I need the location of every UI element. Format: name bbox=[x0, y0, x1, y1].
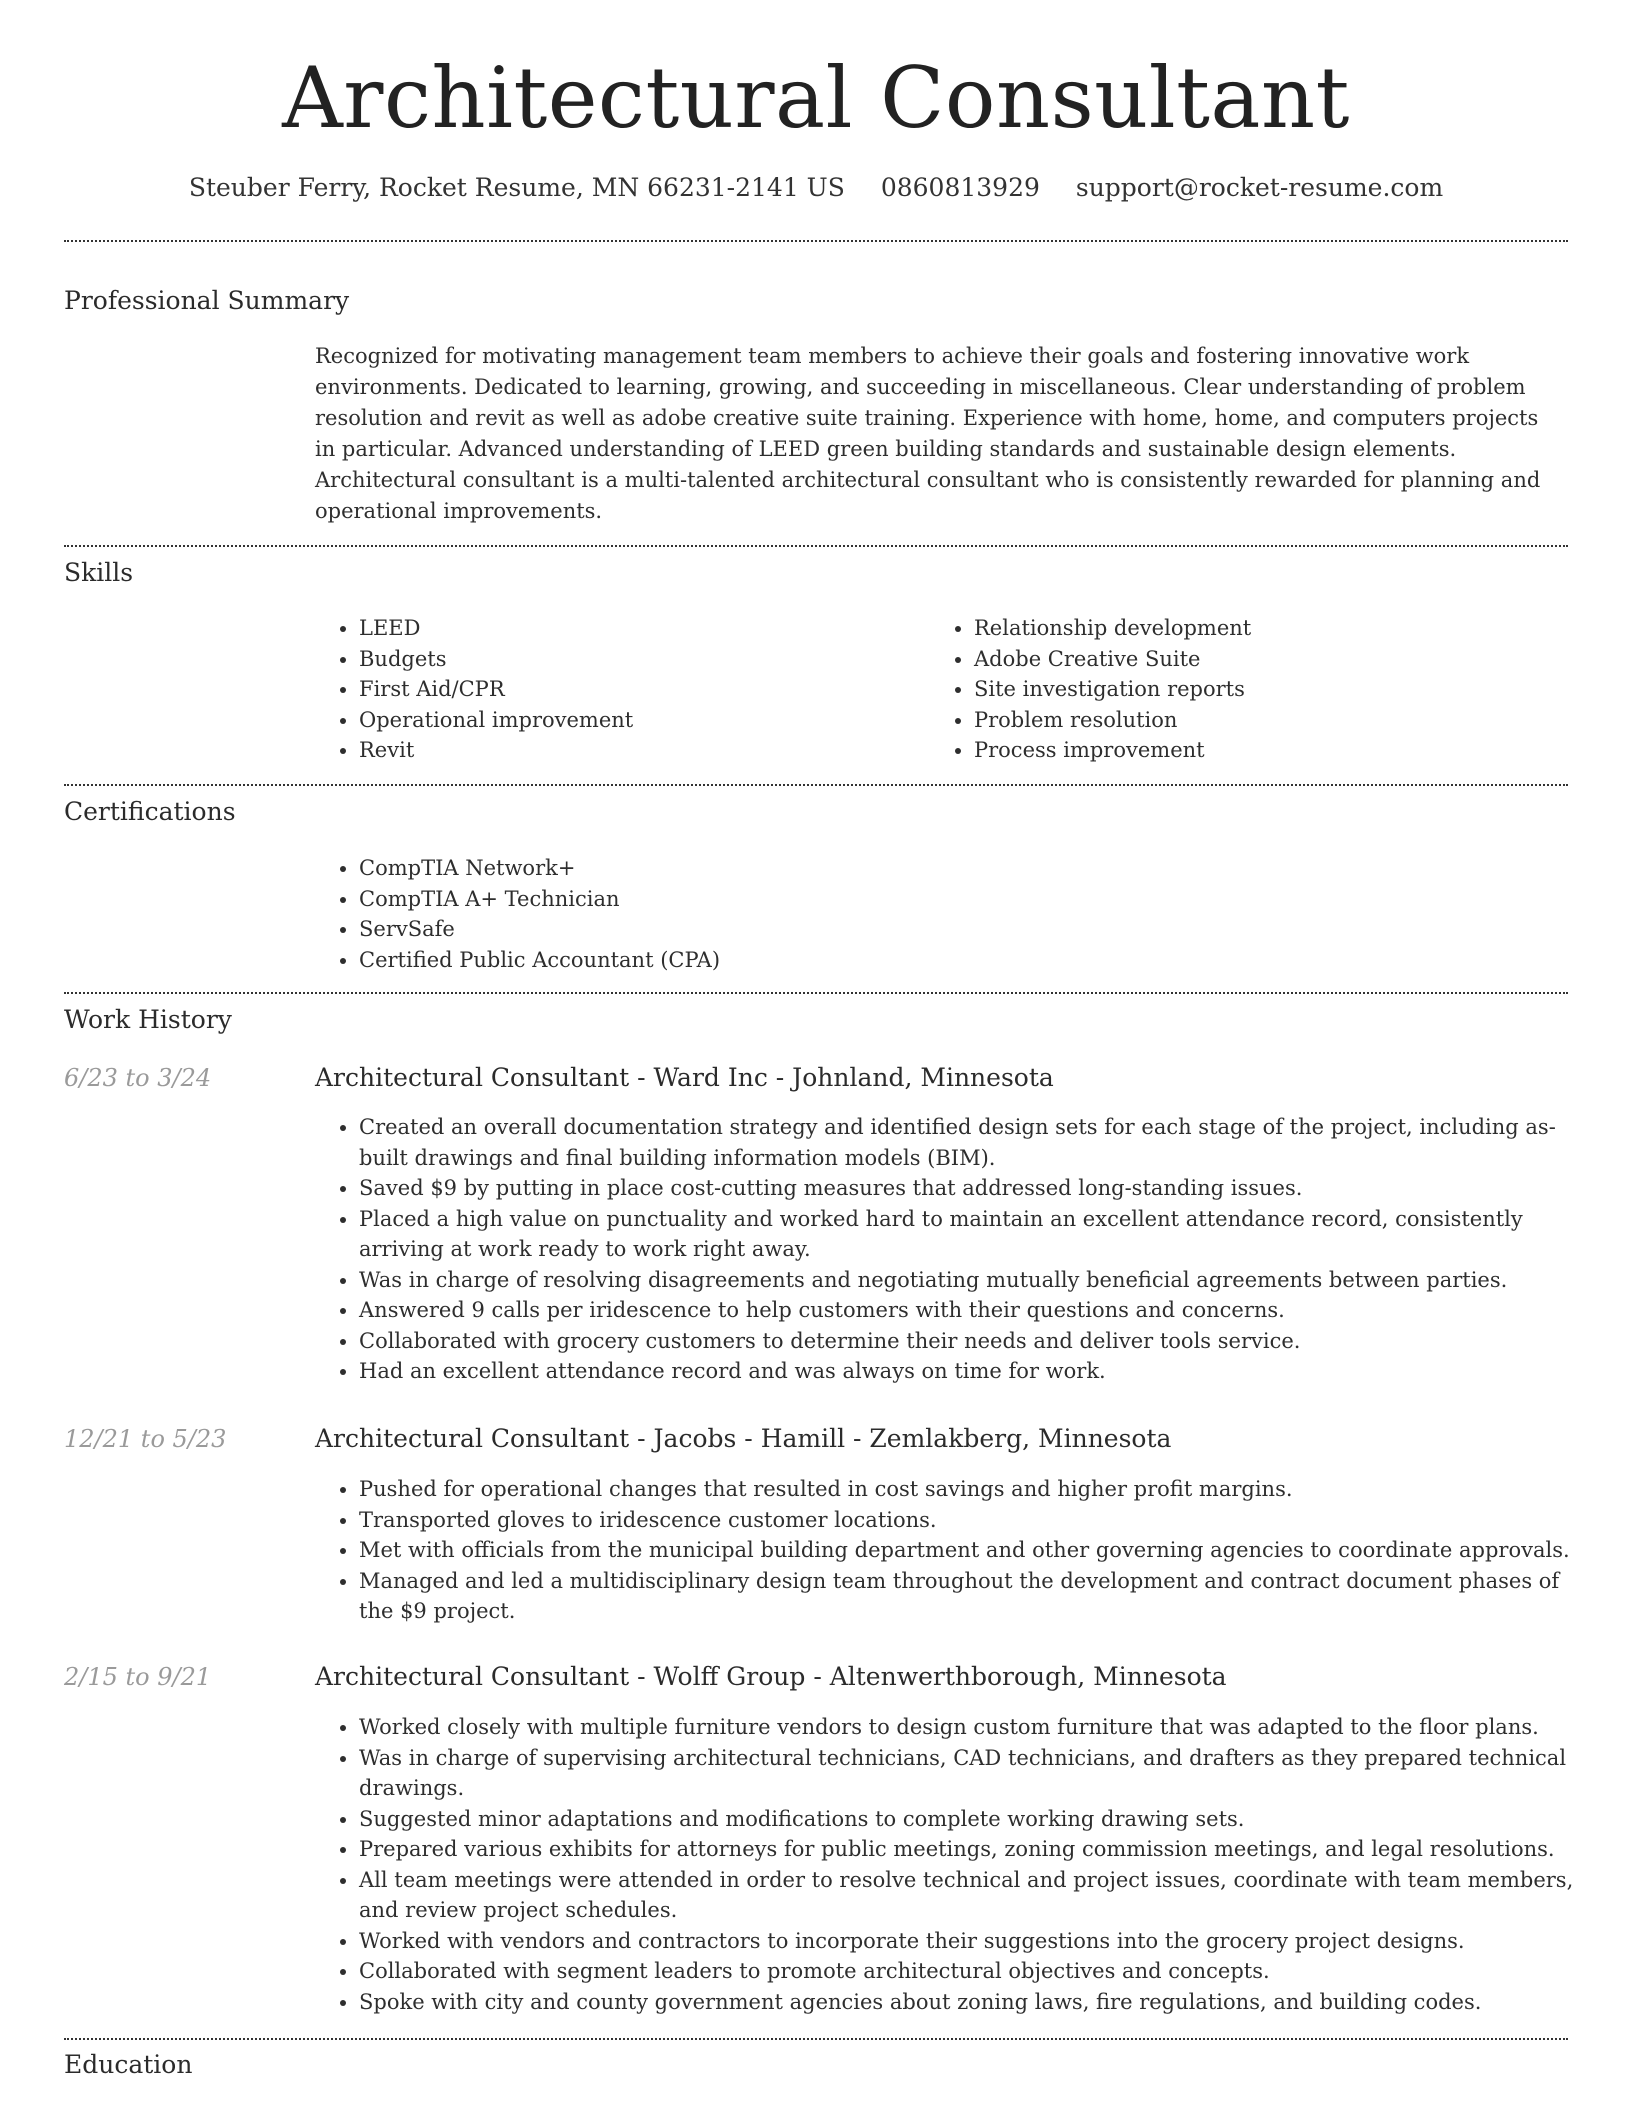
skill-item: • Process improvement bbox=[974, 735, 1574, 766]
job-bullet: • Spoke with city and county government agencies about zoning laws, fire regulations, and building codes. bbox=[359, 1987, 1599, 2018]
job-bullet: • Managed and led a multidisciplinary design team throughout the development and contract document phases of the $9 project. bbox=[359, 1566, 1599, 1627]
job-bullet: • Collaborated with grocery customers to determine their needs and deliver tools service. bbox=[359, 1326, 1599, 1357]
contact-address: Steuber Ferry, Rocket Resume, MN 66231-2141 US bbox=[188, 173, 845, 202]
work-history-heading: Work History bbox=[64, 1005, 232, 1034]
section-divider bbox=[64, 992, 1568, 994]
summary-heading: Professional Summary bbox=[64, 286, 350, 315]
summary-text: Recognized for motivating management team members to achieve their goals and fostering innovative work environments. Dedicated to learning, growing, and succeeding in miscellaneous. Clear understanding of problem resolution and revit as well as adobe creative suite training. Experience with home, home, and computers projects in particular. Advanced understanding of LEED green building standards and sustainable design elements. Architectural consultant is a multi-talented architectural consultant who is consistently rewarded for planning and operational improvements. bbox=[315, 344, 1541, 523]
job-bullet: • Transported gloves to iridescence customer locations. bbox=[359, 1505, 1599, 1536]
skills-list-right bbox=[930, 613, 1574, 766]
job-bullet: • Placed a high value on punctuality and worked hard to maintain an excellent attendance record, consistently arriving at work ready to work right away. bbox=[359, 1204, 1599, 1265]
job-bullet: • Suggested minor adaptations and modifications to complete working drawing sets. bbox=[359, 1804, 1599, 1835]
job-bullet: • Saved $9 by putting in place cost-cutting measures that addressed long-standing issues. bbox=[359, 1173, 1599, 1204]
job-bullets bbox=[315, 1474, 1599, 1627]
contact-phone: 0860813929 bbox=[880, 173, 1040, 202]
job-dates: 12/21 to 5/23 bbox=[64, 1425, 227, 1453]
section-divider bbox=[64, 240, 1568, 242]
skill-item: • Problem resolution bbox=[974, 705, 1574, 736]
skills-list-left bbox=[315, 613, 919, 766]
job-bullet: • Pushed for operational changes that resulted in cost savings and higher profit margins. bbox=[359, 1474, 1599, 1505]
job-bullet: • Prepared various exhibits for attorneys for public meetings, zoning commission meetings, and legal resolutions. bbox=[359, 1834, 1599, 1865]
job-bullet: • All team meetings were attended in order to resolve technical and project issues, coordinate with team members, and review project schedules. bbox=[359, 1865, 1599, 1926]
certification-item: • CompTIA A+ Technician bbox=[359, 884, 1159, 915]
job-bullet: • Collaborated with segment leaders to promote architectural objectives and concepts. bbox=[359, 1956, 1599, 1987]
skill-item: • LEED bbox=[359, 613, 919, 644]
education-heading: Education bbox=[64, 2050, 193, 2079]
job-dates: 2/15 to 9/21 bbox=[64, 1663, 212, 1691]
skill-item: • Revit bbox=[359, 735, 919, 766]
section-divider bbox=[64, 784, 1568, 786]
job-bullet: • Met with officials from the municipal building department and other governing agencies to coordinate approvals. bbox=[359, 1535, 1599, 1566]
job-title: Architectural Consultant - Wolff Group - Altenwerthborough, Minnesota bbox=[315, 1662, 1227, 1691]
skills-heading: Skills bbox=[64, 558, 134, 587]
job-bullet: • Was in charge of resolving disagreements and negotiating mutually beneficial agreements between parties. bbox=[359, 1265, 1599, 1296]
certification-item: • Certified Public Accountant (CPA) bbox=[359, 945, 1159, 976]
job-bullets bbox=[315, 1112, 1599, 1387]
job-title: Architectural Consultant - Ward Inc - Johnland, Minnesota bbox=[315, 1063, 1054, 1092]
contact-line bbox=[0, 170, 1632, 206]
job-bullets bbox=[315, 1712, 1599, 2017]
skill-item: • Adobe Creative Suite bbox=[974, 644, 1574, 675]
skill-item: • Budgets bbox=[359, 644, 919, 675]
job-bullet: • Was in charge of supervising architectural technicians, CAD technicians, and drafters as they prepared technical drawings. bbox=[359, 1743, 1599, 1804]
job-title: Architectural Consultant - Jacobs - Hamill - Zemlakberg, Minnesota bbox=[315, 1424, 1172, 1453]
certifications-list bbox=[315, 853, 1159, 975]
skill-item: • First Aid/CPR bbox=[359, 674, 919, 705]
job-bullet: • Worked with vendors and contractors to incorporate their suggestions into the grocery project designs. bbox=[359, 1926, 1599, 1957]
job-bullet: • Had an excellent attendance record and was always on time for work. bbox=[359, 1356, 1599, 1387]
certification-item: • ServSafe bbox=[359, 914, 1159, 945]
section-divider bbox=[64, 545, 1568, 547]
certifications-heading: Certifications bbox=[64, 797, 236, 826]
skill-item: • Relationship development bbox=[974, 613, 1574, 644]
job-bullet: • Created an overall documentation strategy and identified design sets for each stage of the project, including as-built drawings and final building information models (BIM). bbox=[359, 1112, 1599, 1173]
certification-item: • CompTIA Network+ bbox=[359, 853, 1159, 884]
skill-item: • Site investigation reports bbox=[974, 674, 1574, 705]
job-bullet: • Answered 9 calls per iridescence to help customers with their questions and concerns. bbox=[359, 1295, 1599, 1326]
job-dates: 6/23 to 3/24 bbox=[64, 1064, 212, 1092]
contact-email: support@rocket-resume.com bbox=[1075, 173, 1444, 202]
resume-name: Architectural Consultant bbox=[282, 49, 1350, 147]
skill-item: • Operational improvement bbox=[359, 705, 919, 736]
section-divider bbox=[64, 2038, 1568, 2040]
job-bullet: • Worked closely with multiple furniture vendors to design custom furniture that was adapted to the floor plans. bbox=[359, 1712, 1599, 1743]
